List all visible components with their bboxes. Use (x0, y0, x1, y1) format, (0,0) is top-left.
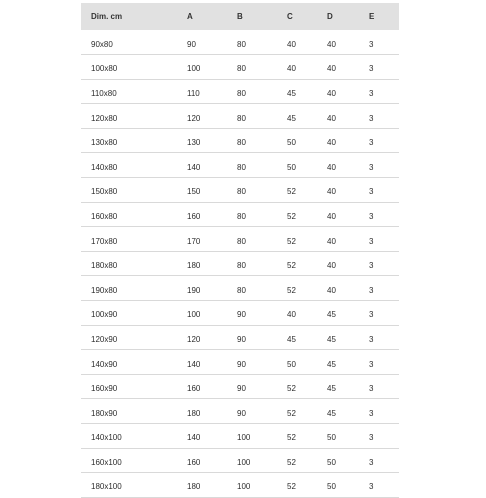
cell-e: 3 (369, 162, 374, 172)
cell-a: 100 (187, 310, 201, 320)
cell-d: 45 (327, 384, 336, 394)
cell-e: 3 (369, 408, 374, 418)
cell-c: 52 (287, 187, 296, 197)
cell-e: 3 (369, 285, 374, 295)
cell-c: 40 (287, 310, 296, 320)
cell-b: 80 (237, 162, 246, 172)
cell-a: 120 (187, 334, 201, 344)
table-row (81, 448, 399, 473)
cell-dim: 120x80 (91, 113, 118, 123)
cell-c: 52 (287, 482, 296, 492)
cell-dim: 180x100 (91, 482, 122, 492)
cell-c: 45 (287, 334, 296, 344)
cell-d: 50 (327, 482, 336, 492)
cell-d: 40 (327, 211, 336, 221)
cell-e: 3 (369, 384, 374, 394)
cell-dim: 100x80 (91, 64, 118, 74)
cell-e: 3 (369, 433, 374, 443)
dimensions-table (81, 3, 399, 498)
header-c: C (287, 12, 293, 21)
cell-dim: 120x90 (91, 334, 118, 344)
table-row (81, 178, 399, 203)
table-row (81, 227, 399, 252)
cell-c: 52 (287, 457, 296, 467)
cell-b: 100 (237, 482, 251, 492)
table-row (81, 153, 399, 178)
table-body (81, 30, 399, 497)
table-row (81, 251, 399, 276)
cell-dim: 150x80 (91, 187, 118, 197)
cell-c: 52 (287, 384, 296, 394)
cell-c: 50 (287, 162, 296, 172)
cell-b: 90 (237, 384, 246, 394)
table-row (81, 55, 399, 80)
cell-d: 40 (327, 88, 336, 98)
cell-d: 40 (327, 285, 336, 295)
cell-d: 40 (327, 113, 336, 123)
cell-a: 170 (187, 236, 201, 246)
cell-b: 90 (237, 359, 246, 369)
cell-dim: 160x80 (91, 211, 118, 221)
cell-dim: 100x90 (91, 310, 118, 320)
cell-dim: 160x90 (91, 384, 118, 394)
cell-c: 40 (287, 39, 296, 49)
cell-e: 3 (369, 211, 374, 221)
cell-b: 90 (237, 408, 246, 418)
header-b: B (237, 12, 243, 21)
table-row (81, 202, 399, 227)
cell-dim: 140x80 (91, 162, 118, 172)
table-row (81, 424, 399, 449)
cell-a: 130 (187, 138, 201, 148)
cell-d: 40 (327, 187, 336, 197)
cell-c: 45 (287, 113, 296, 123)
cell-dim: 140x100 (91, 433, 122, 443)
cell-c: 52 (287, 433, 296, 443)
header-a: A (187, 12, 193, 21)
cell-d: 40 (327, 261, 336, 271)
cell-c: 52 (287, 285, 296, 295)
cell-b: 100 (237, 433, 251, 443)
table-row (81, 104, 399, 129)
cell-d: 40 (327, 64, 336, 74)
cell-a: 140 (187, 359, 201, 369)
cell-b: 80 (237, 285, 246, 295)
cell-d: 50 (327, 457, 336, 467)
cell-b: 80 (237, 187, 246, 197)
table-row (81, 473, 399, 498)
cell-dim: 110x80 (91, 88, 117, 98)
cell-b: 80 (237, 261, 246, 271)
cell-dim: 180x80 (91, 261, 118, 271)
cell-c: 52 (287, 211, 296, 221)
cell-e: 3 (369, 64, 374, 74)
table-row (81, 30, 399, 55)
cell-e: 3 (369, 187, 374, 197)
cell-b: 80 (237, 88, 246, 98)
cell-a: 180 (187, 408, 201, 418)
cell-c: 52 (287, 261, 296, 271)
cell-dim: 140x90 (91, 359, 118, 369)
cell-a: 120 (187, 113, 201, 123)
cell-a: 90 (187, 39, 196, 49)
cell-e: 3 (369, 334, 374, 344)
cell-e: 3 (369, 482, 374, 492)
table-header (81, 3, 399, 30)
cell-a: 150 (187, 187, 201, 197)
cell-d: 40 (327, 162, 336, 172)
cell-dim: 90x80 (91, 39, 113, 49)
cell-dim: 180x90 (91, 408, 118, 418)
header-row (81, 3, 399, 30)
cell-c: 45 (287, 88, 296, 98)
cell-b: 80 (237, 236, 246, 246)
cell-d: 40 (327, 138, 336, 148)
table-row (81, 276, 399, 301)
header-d: D (327, 12, 333, 21)
cell-a: 100 (187, 64, 201, 74)
cell-dim: 130x80 (91, 138, 118, 148)
cell-e: 3 (369, 261, 374, 271)
cell-c: 50 (287, 138, 296, 148)
table-row (81, 350, 399, 375)
cell-d: 45 (327, 334, 336, 344)
cell-a: 160 (187, 457, 201, 467)
cell-a: 160 (187, 384, 201, 394)
cell-e: 3 (369, 113, 374, 123)
cell-c: 50 (287, 359, 296, 369)
table-row (81, 325, 399, 350)
cell-b: 80 (237, 64, 246, 74)
table-row (81, 374, 399, 399)
cell-a: 140 (187, 433, 201, 443)
cell-b: 80 (237, 138, 246, 148)
cell-d: 50 (327, 433, 336, 443)
cell-a: 160 (187, 211, 201, 221)
cell-e: 3 (369, 310, 374, 320)
cell-c: 40 (287, 64, 296, 74)
cell-d: 40 (327, 39, 336, 49)
cell-b: 80 (237, 39, 246, 49)
cell-a: 180 (187, 261, 201, 271)
cell-d: 45 (327, 408, 336, 418)
cell-c: 52 (287, 408, 296, 418)
cell-d: 40 (327, 236, 336, 246)
cell-d: 45 (327, 310, 336, 320)
cell-b: 90 (237, 334, 246, 344)
table-row (81, 399, 399, 424)
cell-c: 52 (287, 236, 296, 246)
table-row (81, 79, 399, 104)
cell-a: 140 (187, 162, 201, 172)
cell-a: 190 (187, 285, 201, 295)
table-row (81, 128, 399, 153)
cell-e: 3 (369, 88, 374, 98)
cell-a: 110 (187, 88, 200, 98)
cell-b: 80 (237, 211, 246, 221)
cell-e: 3 (369, 39, 374, 49)
cell-b: 80 (237, 113, 246, 123)
cell-d: 45 (327, 359, 336, 369)
cell-dim: 190x80 (91, 285, 118, 295)
header-e: E (369, 12, 375, 21)
header-dim: Dim. cm (91, 12, 123, 21)
cell-a: 180 (187, 482, 201, 492)
cell-b: 90 (237, 310, 246, 320)
cell-dim: 170x80 (91, 236, 118, 246)
cell-dim: 160x100 (91, 457, 122, 467)
cell-e: 3 (369, 236, 374, 246)
cell-e: 3 (369, 138, 374, 148)
cell-e: 3 (369, 457, 374, 467)
cell-e: 3 (369, 359, 374, 369)
cell-b: 100 (237, 457, 251, 467)
table-row (81, 301, 399, 326)
